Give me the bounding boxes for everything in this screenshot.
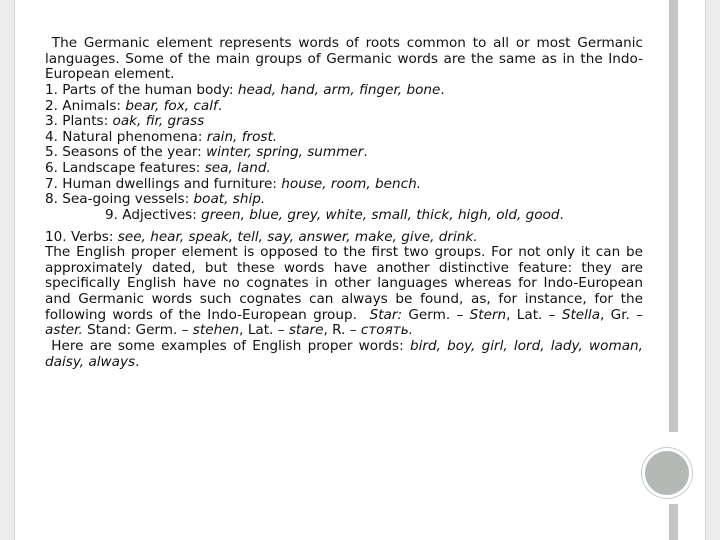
list-item-3: 3. Plants: oak, fir, grass bbox=[45, 113, 205, 130]
rail-bar-bottom bbox=[669, 504, 678, 540]
list-item-2: 2. Animals: bear, fox, calf. bbox=[45, 97, 223, 114]
proper-element-paragraph: The English proper element is opposed to the first two groups. For not only it can be approximately dated, but these words have another distinctive feature: they are specifically English have no cognates in other languages whereas for Indo-European and Germanic words such cognates can always be found, as, for instance, for the following words of the Indo-European group. Star: Germ. – Stern, Lat. – Stella, Gr. – aster. Stand: Germ. – stehen, Lat. – stare, R. – стоять. bbox=[45, 244, 643, 339]
list-item-4: 4. Natural phenomena: rain, frost. bbox=[45, 128, 278, 145]
list-item-1: 1. Parts of the human body: head, hand, arm, finger, bone. bbox=[45, 81, 445, 98]
right-frame bbox=[705, 0, 720, 540]
list-item-8: 8. Sea-going vessels: boat, ship. bbox=[45, 191, 266, 208]
list-item-10: 10. Verbs: see, hear, speak, tell, say, answer, make, give, drink. bbox=[45, 228, 478, 245]
list-item-9: 9. Adjectives: green, blue, grey, white, small, thick, high, old, good. bbox=[105, 206, 564, 223]
slide-content bbox=[45, 36, 643, 370]
intro-text: The Germanic element represents words of roots common to all or most Germanic languages. Some of the main groups of Germanic words are the same as in the Indo-European element. bbox=[45, 35, 643, 83]
left-frame bbox=[0, 0, 15, 540]
list-item-6: 6. Landscape features: sea, land. bbox=[45, 160, 271, 176]
intro-paragraph bbox=[45, 36, 643, 83]
list-item-7: 7. Human dwellings and furniture: house, room, bench. bbox=[45, 175, 422, 192]
list-item-5: 5. Seasons of the year: winter, spring, summer. bbox=[45, 144, 368, 161]
examples-paragraph: Here are some examples of English proper words: bird, boy, girl, lord, lady, woman, daisy, always. bbox=[45, 337, 643, 370]
rail-bar-top bbox=[669, 0, 678, 432]
decorative-circle bbox=[642, 448, 692, 498]
